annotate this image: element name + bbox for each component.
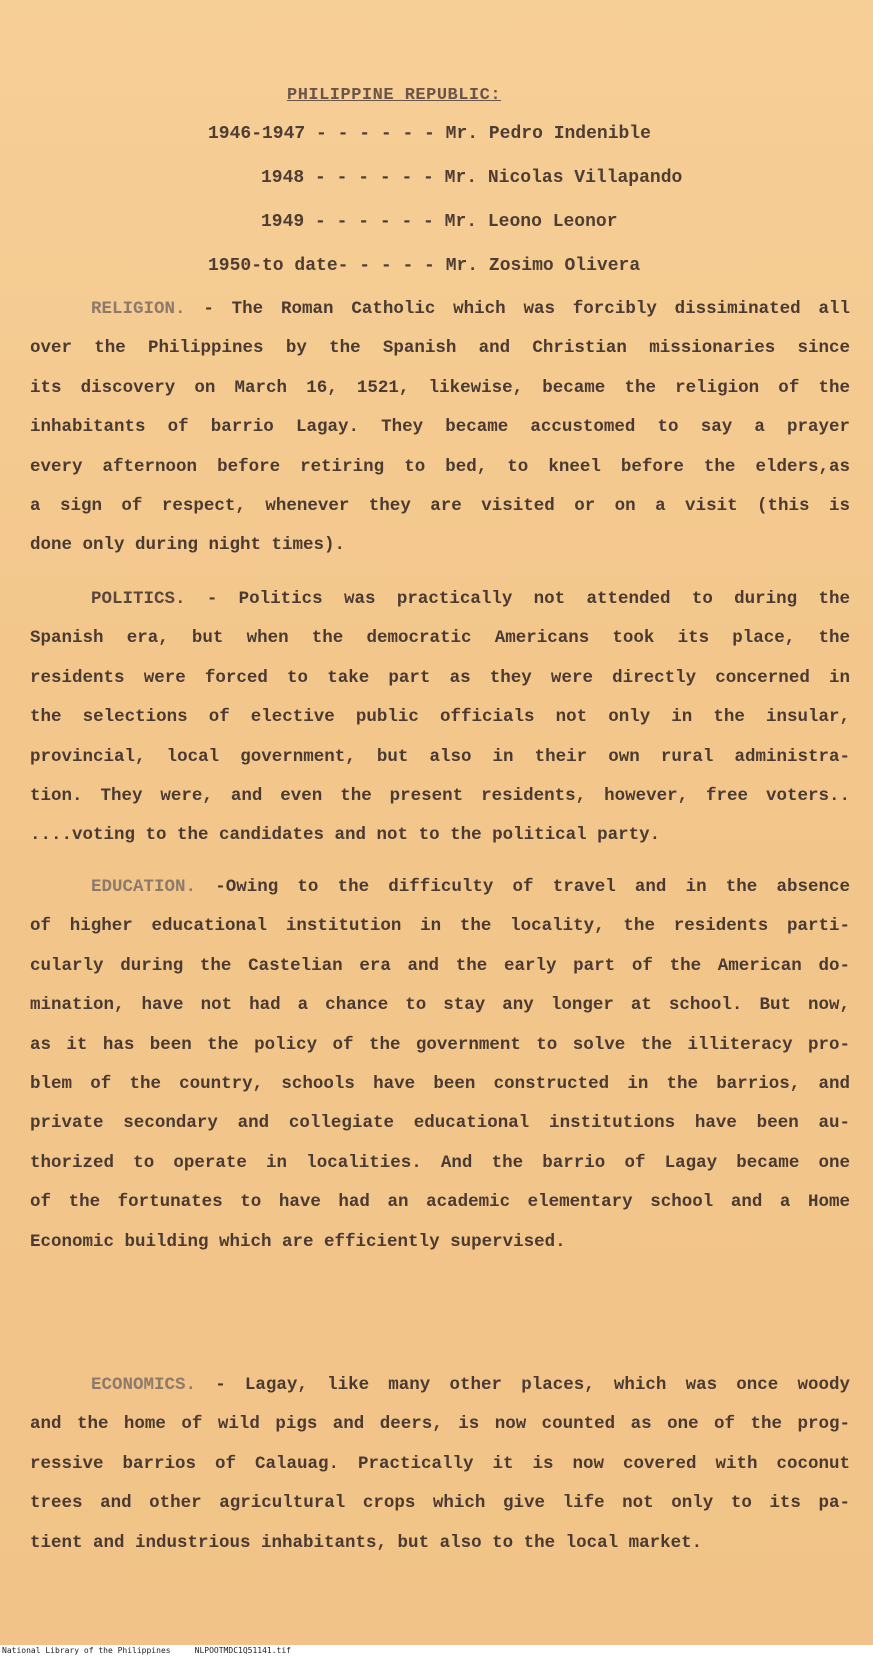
religion-label: RELIGION.	[91, 299, 186, 319]
education-paragraph: EDUCATION. -Owing to the difficulty of travel and in the absence of higher educational institution in the locality, the residents parti- cularly during the Castelian era and the early part of the American do- mination, have not had a chance to stay any longer at school. But now, as it has been the policy of the government to solve the illiteracy pro- blem of the country, schools have been constructed in the barrios, and private secondary and collegiate educational institutions have been au- thorized to operate in localities. And the barrio of Lagay became one of the fortunates to have had an academic elementary school and a Home Economic building which are efficiently supervised.	[30, 877, 850, 1252]
economics-label: ECONOMICS.	[91, 1375, 197, 1395]
economics-paragraph: ECONOMICS. - Lagay, like many other places, which was once woody and the home of wild pigs and deers, is now counted as one of the prog- ressive barrios of Calauag. Practically it is now covered with coconut trees and other agricultural crops which give life not only to its pa- tient and industrious inhabitants, but also to the local market.	[30, 1375, 850, 1553]
official-entry: 1946-1947 - - - - - - Mr. Pedro Indenible	[208, 124, 651, 144]
official-entry: 1950-to date- - - - - Mr. Zosimo Olivera	[208, 256, 641, 276]
section-heading: PHILIPPINE REPUBLIC:	[287, 86, 502, 105]
official-entry: 1948 - - - - - - Mr. Nicolas Villapando	[261, 168, 683, 188]
politics-paragraph: POLITICS. - Politics was practically not attended to during the Spanish era, but when the democratic Americans took its place, the residents were forced to take part as they were directly concerned in the selections of elective public officials not only in the insular, provincial, local government, but also in their own rural administra- tion. They were, and even the present residents, however, free voters.. ....voting to the candidates and not to the political party.	[30, 589, 850, 846]
politics-label: POLITICS.	[91, 589, 186, 609]
education-label: EDUCATION.	[91, 877, 197, 897]
official-entry: 1949 - - - - - - Mr. Leono Leonor	[261, 212, 618, 232]
footer-caption: National Library of the Philippines NLPOOTMDC1Q51141.tif	[2, 1646, 291, 1655]
religion-paragraph: RELIGION. - The Roman Catholic which was forcibly dissiminated all over the Philippines by the Spanish and Christian missionaries since its discovery on March 16, 1521, likewise, became the religion of the inhabitants of barrio Lagay. They became accustomed to say a prayer every afternoon before retiring to bed, to kneel before the elders,as a sign of respect, whenever they are visited or on a visit (this is done only during night times).	[30, 299, 850, 556]
